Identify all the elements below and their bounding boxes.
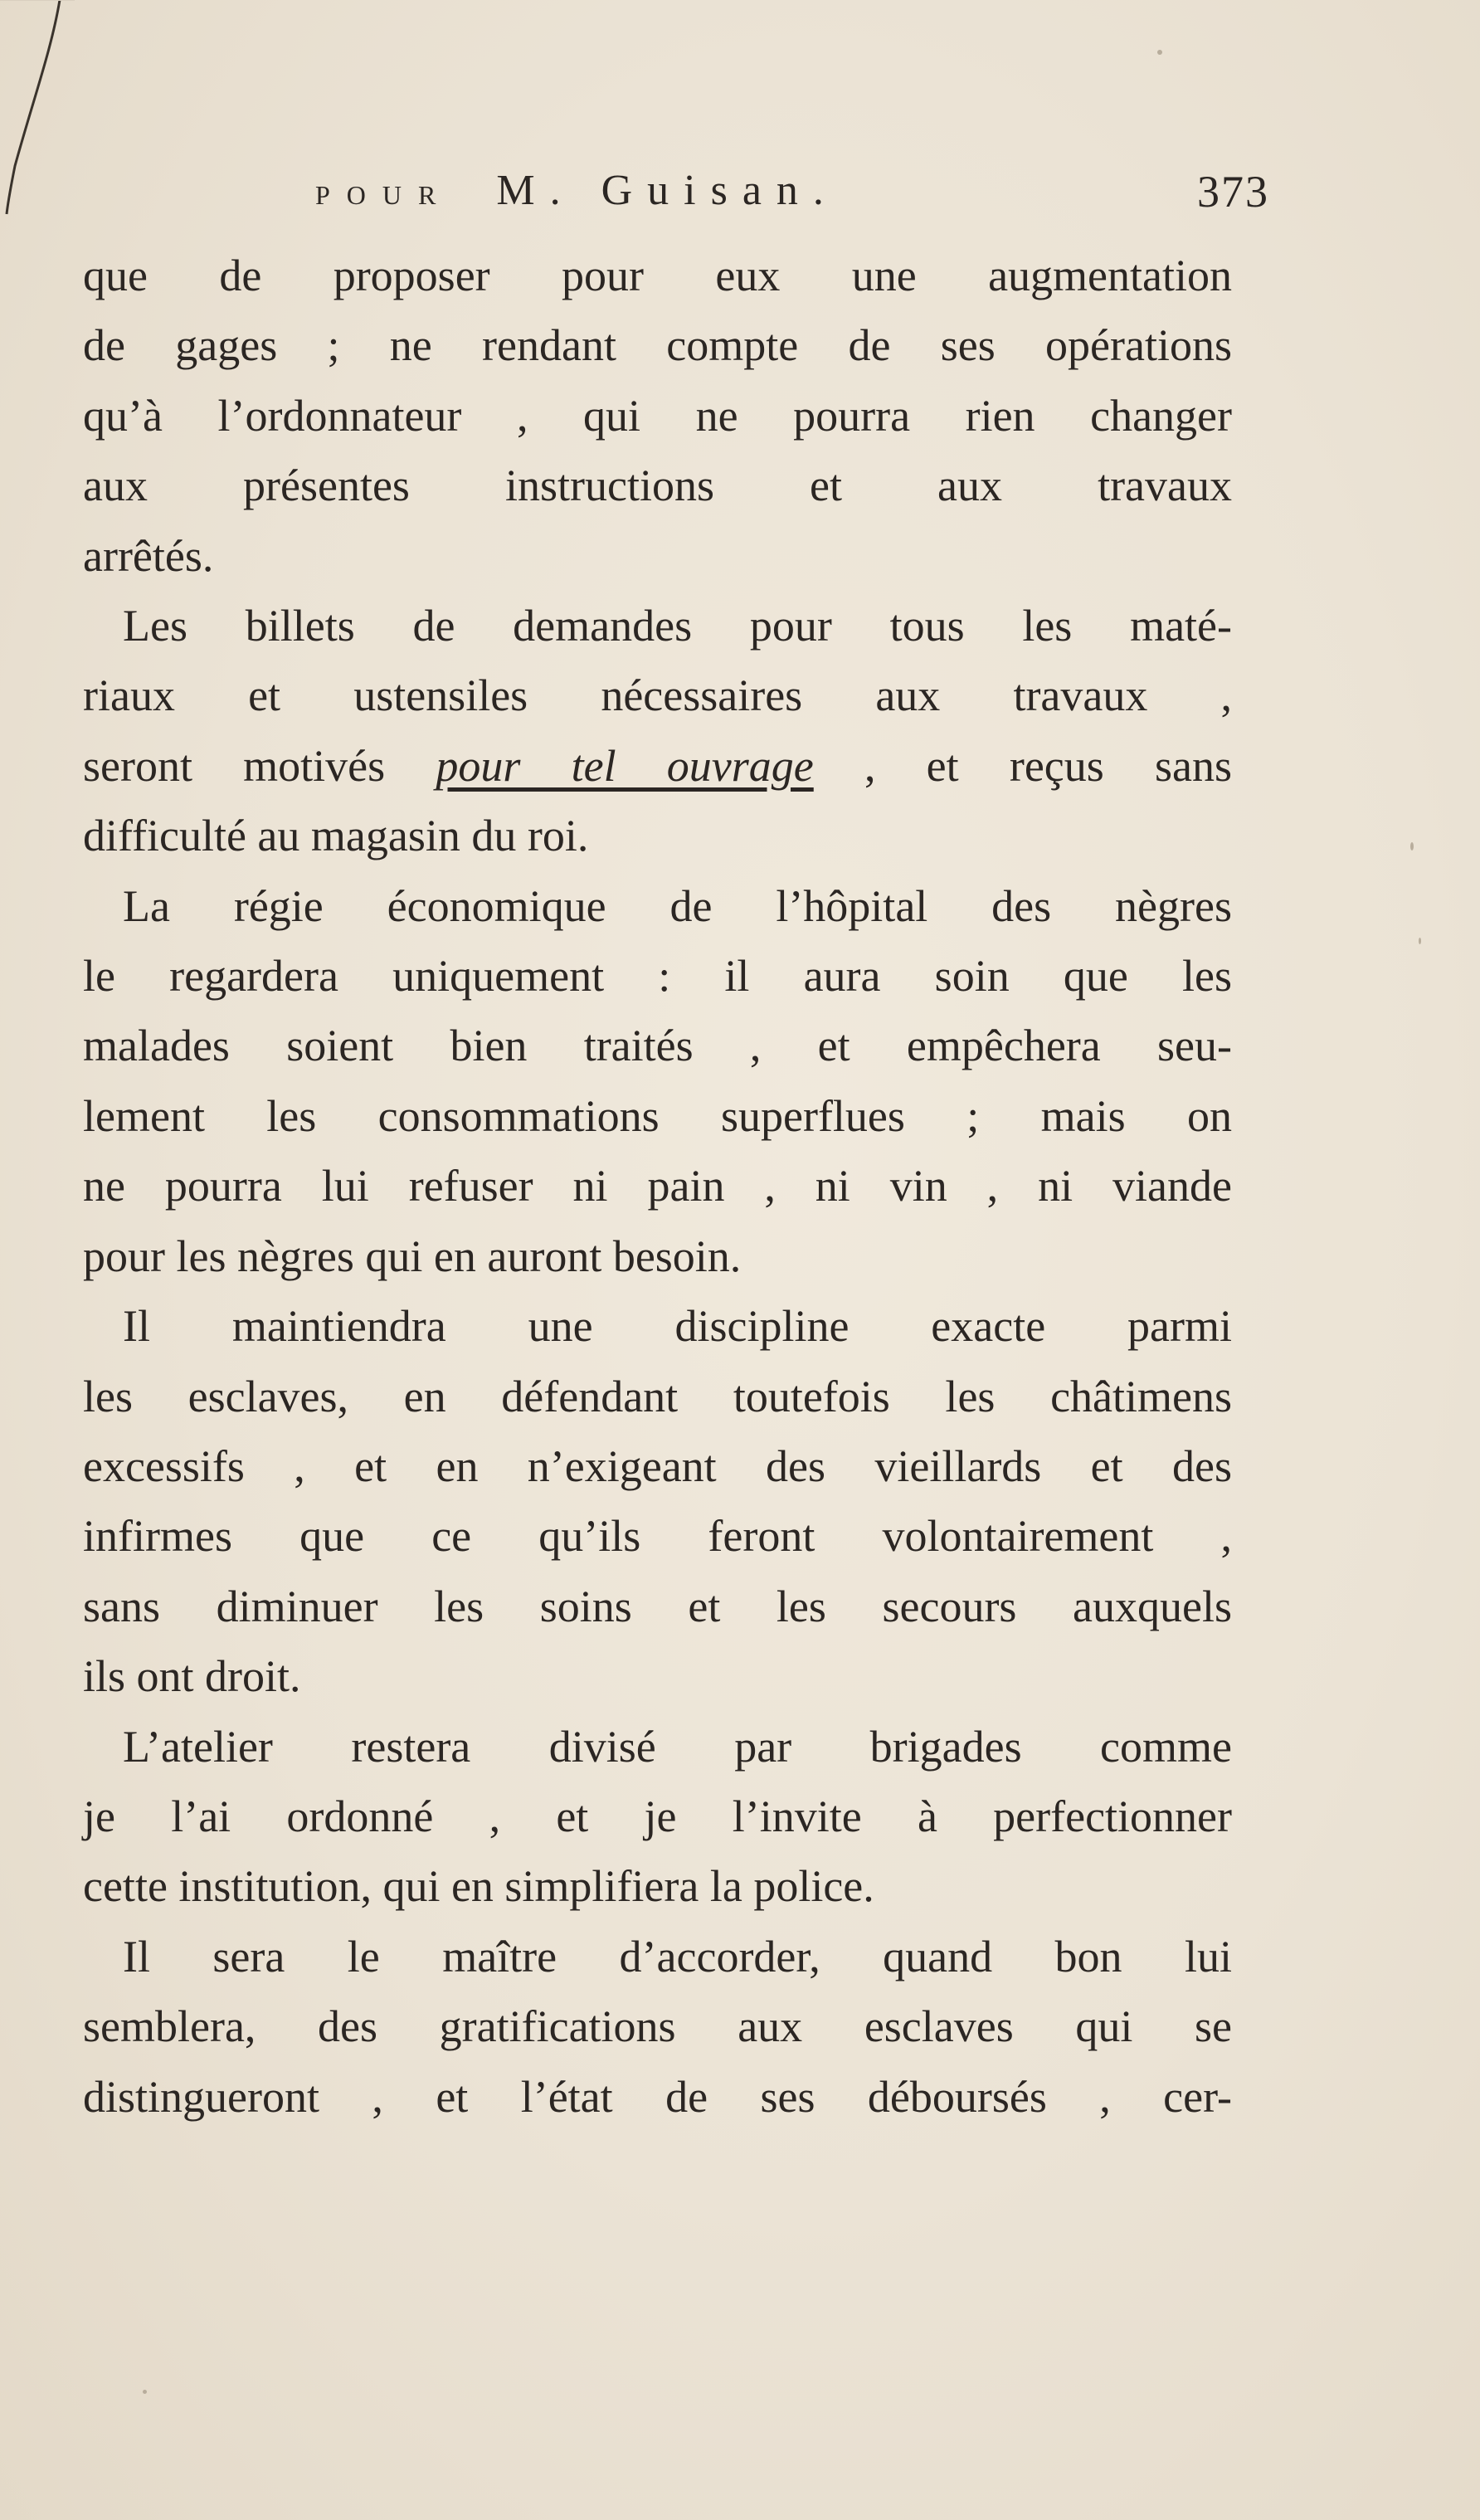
paper-speck (1157, 50, 1162, 55)
running-head (315, 166, 1269, 232)
text-line: riaux et ustensiles nécessaires aux travaux , (83, 670, 1232, 721)
text-line: qu’à l’ordonnateur , qui ne pourra rien changer (83, 390, 1232, 441)
text-line: Il sera le maître d’accorder, quand bon lui (123, 1931, 1232, 1981)
text-line: La régie économique de l’hôpital des nègres (123, 880, 1232, 931)
paper-speck (1410, 842, 1414, 851)
text-line: distingueront , et l’état de ses déboursés , cer- (83, 2071, 1232, 2122)
text-line: de gages ; ne rendant compte de ses opérations (83, 320, 1232, 371)
paragraph-6 (83, 1922, 1232, 2132)
paragraph-2 (83, 591, 1232, 871)
text-line: arrêtés. (83, 530, 214, 581)
text-line: les esclaves, en défendant toutefois les châtimens (83, 1371, 1232, 1421)
text-line: semblera, des gratifications aux esclaves qui se (83, 2001, 1232, 2052)
text-line: je l’ai ordonné , et je l’invite à perfectionner (83, 1791, 1232, 1841)
text-run: seront motivés (83, 740, 436, 791)
text-line: excessifs , et en n’exigeant des vieillards et des (83, 1440, 1232, 1491)
paragraph-3 (83, 871, 1232, 1291)
text-line: sans diminuer les soins et les secours auxquels (83, 1581, 1232, 1631)
text-line: Les billets de demandes pour tous les maté- (123, 601, 1232, 651)
paragraph-4 (83, 1291, 1232, 1711)
emphasis-text: pour tel ouvrage (436, 740, 814, 791)
text-line: ils ont droit. (83, 1651, 301, 1702)
text-line: malades soient bien traités , et empêchera seu- (83, 1021, 1232, 1071)
text-line: le regardera uniquement : il aura soin que les (83, 951, 1232, 1002)
text-line: L’atelier restera divisé par brigades comme (123, 1721, 1232, 1772)
page-number: 373 (1197, 167, 1269, 217)
text-line: pour les nègres qui en auront besoin. (83, 1231, 742, 1281)
paper-speck (1419, 938, 1421, 944)
text-line: lement les consommations superflues ; mais on (83, 1090, 1232, 1141)
running-head-title (315, 166, 839, 215)
text-line: cette institution, qui en simplifiera la police. (83, 1861, 874, 1912)
paragraph-5 (83, 1712, 1232, 1922)
text-line: difficulté au magasin du roi. (83, 811, 589, 861)
paper-speck (143, 2390, 147, 2394)
text-line: aux présentes instructions et aux travaux (83, 461, 1232, 511)
paragraph-1 (83, 241, 1232, 591)
text-line: que de proposer pour eux une augmentation (83, 251, 1232, 300)
text-line: ne pourra lui refuser ni pain , ni vin , ni viande (83, 1161, 1232, 1211)
text-run: , et reçus sans (813, 740, 1232, 791)
running-head-name: M. Guisan. (496, 167, 839, 214)
body-text (83, 241, 1232, 2132)
text-line: Il maintiendra une discipline exacte parmi (123, 1301, 1232, 1352)
page-edge-mark (0, 0, 75, 216)
running-head-prefix: POUR (315, 180, 453, 210)
text-line: infirmes que ce qu’ils feront volontairement , (83, 1511, 1232, 1562)
text-line-with-emphasis (83, 731, 1232, 801)
